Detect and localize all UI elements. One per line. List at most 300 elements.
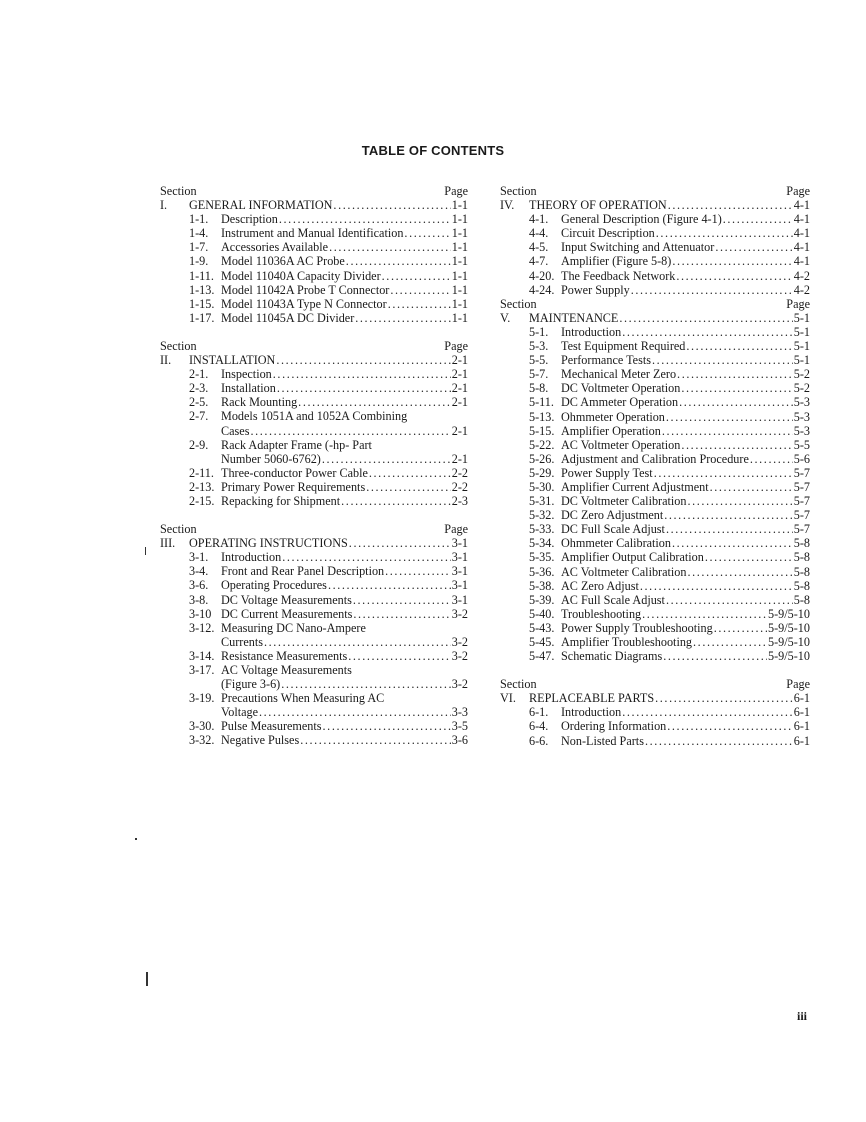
leader-dots — [281, 677, 451, 691]
entry-title: Introduction — [561, 705, 622, 720]
entry-page: 5-9/5-10 — [768, 635, 810, 649]
toc-entry — [500, 649, 810, 663]
leader-dots — [687, 494, 792, 508]
entry-number: 5-45. — [529, 635, 555, 649]
leader-dots — [677, 367, 793, 381]
entry-page: 3-3 — [451, 705, 468, 720]
section-number: V. — [500, 310, 511, 325]
entry-page: 2-3 — [451, 493, 468, 508]
entry-page: 5-8 — [793, 550, 810, 565]
entry-page: 4-1 — [793, 226, 810, 241]
toc-right-column — [500, 184, 810, 748]
entry-page: 1-1 — [451, 212, 468, 227]
toc-entry — [500, 226, 810, 240]
leader-dots — [300, 733, 451, 747]
entry-title: Installation — [221, 381, 276, 396]
entry-number: 2-5. — [189, 395, 209, 410]
entry-number: 5-1. — [529, 324, 549, 339]
toc-section — [500, 184, 810, 297]
entry-page: 3-1 — [451, 578, 468, 593]
entry-page: 2-1 — [451, 367, 468, 382]
leader-dots — [388, 297, 451, 311]
leader-dots — [622, 325, 793, 339]
entry-page: 2-1 — [451, 451, 468, 466]
entry-page: 2-2 — [451, 479, 468, 494]
entry-number: 4-24. — [529, 282, 555, 297]
leader-dots — [366, 480, 451, 494]
section-header — [160, 339, 468, 353]
section-header — [160, 184, 468, 198]
entry-number: 4-5. — [529, 240, 549, 255]
toc-entry — [160, 649, 468, 663]
entry-title: DC Current Measurements — [221, 606, 353, 621]
section-title — [160, 353, 468, 367]
leader-dots — [404, 226, 450, 240]
entry-number: 2-9. — [189, 437, 209, 452]
entry-page: 3-2 — [451, 677, 468, 692]
page-label: Page — [444, 338, 468, 353]
entry-page: 5-8 — [793, 536, 810, 551]
entry-page: 5-7 — [793, 522, 810, 537]
entry-page: 3-2 — [451, 634, 468, 649]
entry-page: 5-5 — [793, 437, 810, 452]
entry-number: 6-1. — [529, 705, 549, 720]
entry-title: Model 11042A Probe T Connector — [221, 282, 390, 297]
toc-entry — [160, 226, 468, 240]
entry-title: DC Voltmeter Operation — [561, 381, 681, 396]
toc-entry — [500, 705, 810, 719]
toc-entry — [500, 438, 810, 452]
entry-number: 5-36. — [529, 564, 555, 579]
section-title — [500, 311, 810, 325]
entry-page: 4-1 — [793, 212, 810, 227]
toc-entry — [160, 480, 468, 494]
entry-number: 5-39. — [529, 592, 555, 607]
section-number: II. — [160, 353, 172, 368]
toc-entry — [500, 367, 810, 381]
leader-dots — [715, 240, 792, 254]
toc-entry-continuation — [160, 452, 468, 466]
entry-number: 2-1. — [189, 367, 209, 382]
leader-dots — [346, 254, 451, 268]
entry-page: 3-5 — [451, 719, 468, 734]
leader-dots — [328, 578, 451, 592]
entry-number: 3-19. — [189, 691, 215, 706]
section-page: 4-1 — [793, 198, 810, 213]
leader-dots — [654, 466, 793, 480]
entry-number: 5-35. — [529, 550, 555, 565]
entry-title: Amplifier Operation — [561, 423, 661, 438]
entry-title: Schematic Diagrams — [561, 649, 663, 664]
entry-title: Input Switching and Attenuator — [561, 240, 715, 255]
toc-entry — [160, 283, 468, 297]
entry-number: 3-8. — [189, 592, 209, 607]
toc-entry — [160, 297, 468, 311]
leader-dots — [273, 367, 451, 381]
leader-dots — [705, 550, 793, 564]
section-page: 2-1 — [451, 353, 468, 368]
entry-page: 4-2 — [793, 282, 810, 297]
entry-number: 5-29. — [529, 465, 555, 480]
toc-entry — [160, 593, 468, 607]
entry-title: Rack Adapter Frame (-hp- Part — [221, 437, 372, 452]
page-label: Page — [786, 184, 810, 198]
leader-dots — [322, 452, 451, 466]
leader-dots — [723, 212, 793, 226]
section-number: VI. — [500, 691, 516, 706]
toc-entry — [500, 579, 810, 593]
leader-dots — [349, 536, 451, 550]
entry-page: 5-7 — [793, 465, 810, 480]
entry-number: 5-26. — [529, 451, 555, 466]
toc-entry — [160, 578, 468, 592]
entry-number: 3-6. — [189, 578, 209, 593]
entry-number: 5-31. — [529, 494, 555, 509]
entry-number: 2-13. — [189, 479, 215, 494]
section-name: MAINTENANCE — [529, 310, 619, 325]
entry-title-cont: Voltage — [221, 705, 259, 720]
entry-title: Accessories Available — [221, 240, 329, 255]
entry-number: 5-13. — [529, 409, 555, 424]
section-title — [500, 198, 810, 212]
toc-section — [160, 522, 468, 748]
entry-title-cont: Number 5060-6762) — [221, 451, 321, 466]
entry-number: 5-22. — [529, 437, 555, 452]
entry-page: 5-3 — [793, 409, 810, 424]
toc-entry — [160, 663, 468, 677]
toc-entry — [160, 240, 468, 254]
entry-page: 6-1 — [793, 705, 810, 720]
toc-entry-continuation — [160, 635, 468, 649]
entry-page: 5-9/5-10 — [768, 606, 810, 621]
entry-title: Amplifier (Figure 5-8) — [561, 254, 672, 269]
toc-section — [160, 184, 468, 325]
entry-title: Ordering Information — [561, 719, 667, 734]
entry-title: Non-Listed Parts — [561, 733, 644, 748]
entry-page: 5-7 — [793, 494, 810, 509]
toc-entry — [160, 311, 468, 325]
section-page: 6-1 — [793, 691, 810, 706]
entry-title: Front and Rear Panel Description — [221, 564, 385, 579]
leader-dots — [385, 564, 451, 578]
leader-dots — [687, 565, 792, 579]
entry-number: 5-15. — [529, 423, 555, 438]
section-header — [160, 522, 468, 536]
toc-entry — [500, 424, 810, 438]
toc-entry — [500, 410, 810, 424]
leader-dots — [679, 395, 793, 409]
entry-title: Primary Power Requirements — [221, 479, 366, 494]
entry-number: 3-4. — [189, 564, 209, 579]
section-page: 1-1 — [451, 198, 468, 213]
entry-title: General Description (Figure 4-1) — [561, 212, 722, 227]
leader-dots — [686, 339, 792, 353]
entry-page: 3-6 — [451, 733, 468, 748]
page-label: Page — [786, 296, 810, 311]
toc-section — [500, 297, 810, 663]
entry-title: AC Voltmeter Operation — [561, 437, 681, 452]
entry-title: Amplifier Troubleshooting — [561, 635, 693, 649]
entry-title-cont: Cases — [221, 423, 250, 438]
entry-number: 3-14. — [189, 648, 215, 663]
entry-title: Precautions When Measuring AC — [221, 691, 385, 706]
leader-dots — [681, 381, 792, 395]
entry-page: 3-1 — [451, 592, 468, 607]
entry-title: Power Supply Troubleshooting — [561, 620, 713, 635]
leader-dots — [640, 579, 793, 593]
leader-dots — [259, 705, 451, 719]
leader-dots — [668, 198, 793, 212]
leader-dots — [662, 424, 793, 438]
leader-dots — [681, 438, 792, 452]
toc-entry-continuation — [160, 705, 468, 719]
leader-dots — [667, 719, 792, 733]
entry-page: 2-1 — [451, 423, 468, 438]
entry-page: 1-1 — [451, 240, 468, 255]
entry-number: 4-1. — [529, 212, 549, 227]
entry-title: Power Supply — [561, 282, 630, 297]
section-number: III. — [160, 536, 176, 551]
entry-number: 5-40. — [529, 606, 555, 621]
leader-dots — [714, 621, 767, 635]
entry-number: 3-10 — [189, 606, 212, 621]
toc-entry — [500, 283, 810, 297]
entry-title: AC Zero Adjust — [561, 578, 639, 593]
toc-section — [160, 339, 468, 508]
entry-page: 5-3 — [793, 423, 810, 438]
entry-page: 1-1 — [451, 226, 468, 241]
entry-number: 2-15. — [189, 493, 215, 508]
toc-entry — [160, 212, 468, 226]
entry-page: 5-9/5-10 — [768, 620, 810, 635]
toc-entry — [500, 508, 810, 522]
toc-entry — [160, 719, 468, 733]
entry-title: Operating Procedures — [221, 578, 327, 593]
leader-dots — [279, 212, 451, 226]
leader-dots — [631, 283, 793, 297]
entry-page: 5-8 — [793, 578, 810, 593]
entry-title-cont: Currents — [221, 634, 263, 649]
leader-dots — [353, 593, 451, 607]
entry-number: 6-4. — [529, 719, 549, 734]
entry-page: 5-7 — [793, 508, 810, 523]
entry-number: 5-34. — [529, 536, 555, 551]
entry-number: 1-4. — [189, 226, 209, 241]
page-label: Page — [786, 677, 810, 692]
leader-dots — [676, 269, 792, 283]
section-label: Section — [160, 338, 197, 353]
entry-title: Circuit Description — [561, 226, 655, 241]
section-title — [160, 536, 468, 550]
toc-entry — [500, 734, 810, 748]
entry-page: 2-2 — [451, 465, 468, 480]
entry-number: 2-7. — [189, 409, 209, 424]
section-name: OPERATING INSTRUCTIONS — [189, 536, 348, 551]
leader-dots — [622, 705, 793, 719]
leader-dots — [264, 635, 451, 649]
toc-entry — [500, 395, 810, 409]
entry-title: Resistance Measurements — [221, 648, 348, 663]
entry-number: 5-33. — [529, 522, 555, 537]
toc-entry — [500, 353, 810, 367]
leader-dots — [348, 649, 451, 663]
section-header — [500, 184, 810, 198]
entry-title: Model 11040A Capacity Divider — [221, 268, 381, 283]
toc-entry — [500, 212, 810, 226]
entry-number: 4-4. — [529, 226, 549, 241]
entry-title: Instrument and Manual Identification — [221, 226, 404, 241]
leader-dots — [298, 395, 451, 409]
entry-page: 5-6 — [793, 451, 810, 466]
entry-page: 5-8 — [793, 592, 810, 607]
toc-entry — [160, 621, 468, 635]
toc-entry — [500, 550, 810, 564]
entry-title: DC Ammeter Operation — [561, 395, 679, 410]
toc-entry — [160, 564, 468, 578]
leader-dots — [642, 607, 767, 621]
toc-entry — [500, 325, 810, 339]
entry-page: 6-1 — [793, 719, 810, 734]
leader-dots — [329, 240, 451, 254]
entry-title: The Feedback Network — [561, 268, 676, 283]
entry-page: 4-2 — [793, 268, 810, 283]
section-name: GENERAL INFORMATION — [189, 198, 333, 213]
entry-page: 1-1 — [451, 310, 468, 325]
toc-section — [500, 677, 810, 747]
page-number: iii — [797, 1009, 808, 1023]
entry-number: 3-1. — [189, 550, 209, 565]
leader-dots — [655, 691, 793, 705]
entry-number: 5-47. — [529, 649, 555, 664]
toc-entry-continuation — [160, 424, 468, 438]
entry-page: 5-8 — [793, 564, 810, 579]
entry-title: DC Zero Adjustment — [561, 508, 664, 523]
entry-page: 4-1 — [793, 240, 810, 255]
entry-page: 3-2 — [451, 648, 468, 663]
entry-page: 5-1 — [793, 324, 810, 339]
entry-number: 4-20. — [529, 268, 555, 283]
toc-entry — [160, 550, 468, 564]
entry-number: 5-5. — [529, 353, 549, 368]
entry-page: 1-1 — [451, 282, 468, 297]
toc-entry-continuation — [160, 677, 468, 691]
leader-dots — [355, 311, 450, 325]
entry-number: 5-8. — [529, 381, 549, 396]
leader-dots — [645, 734, 793, 748]
leader-dots — [323, 719, 451, 733]
toc-entry — [500, 565, 810, 579]
leader-dots — [276, 353, 450, 367]
entry-number: 3-17. — [189, 663, 215, 677]
leader-dots — [250, 424, 450, 438]
entry-page: 5-7 — [793, 479, 810, 494]
leader-dots — [666, 593, 793, 607]
leader-dots — [666, 410, 793, 424]
entry-number: 3-30. — [189, 719, 215, 734]
section-label: Section — [500, 184, 537, 198]
entry-page: 5-1 — [793, 353, 810, 368]
toc-entry — [500, 381, 810, 395]
entry-number: 5-11. — [529, 395, 554, 410]
entry-title: Ohmmeter Calibration — [561, 536, 671, 551]
leader-dots — [282, 550, 451, 564]
entry-page: 4-1 — [793, 254, 810, 269]
entry-title: Negative Pulses — [221, 733, 300, 748]
toc-entry — [160, 607, 468, 621]
entry-number: 3-12. — [189, 620, 215, 635]
toc-entry — [500, 339, 810, 353]
entry-page: 3-1 — [451, 550, 468, 565]
entry-number: 6-6. — [529, 733, 549, 748]
section-label: Section — [500, 296, 537, 311]
section-label: Section — [500, 677, 537, 692]
entry-number: 1-13. — [189, 282, 215, 297]
toc-entry — [500, 621, 810, 635]
toc-entry — [160, 381, 468, 395]
section-header — [500, 297, 810, 311]
entry-title: Measuring DC Nano-Ampere — [221, 620, 366, 635]
section-number: IV. — [500, 198, 515, 213]
entry-number: 1-17. — [189, 310, 215, 325]
entry-title: DC Voltage Measurements — [221, 592, 352, 607]
entry-title: Ohmmeter Operation — [561, 409, 665, 424]
entry-number: 1-7. — [189, 240, 209, 255]
page-label: Page — [444, 184, 468, 198]
entry-title: Power Supply Test — [561, 465, 653, 480]
entry-page: 5-3 — [793, 395, 810, 410]
toc-entry — [160, 438, 468, 452]
entry-title: Rack Mounting — [221, 395, 298, 410]
entry-page: 1-1 — [451, 254, 468, 269]
toc-entry — [500, 466, 810, 480]
entry-page: 1-1 — [451, 268, 468, 283]
entry-title: AC Voltage Measurements — [221, 663, 352, 677]
entry-number: 2-3. — [189, 381, 209, 396]
entry-number: 5-7. — [529, 367, 549, 382]
entry-title: Model 11045A DC Divider — [221, 310, 355, 325]
toc-entry — [160, 367, 468, 381]
entry-page: 5-9/5-10 — [768, 649, 810, 664]
entry-page: 6-1 — [793, 733, 810, 748]
section-header — [500, 677, 810, 691]
entry-number: 5-43. — [529, 620, 555, 635]
section-title — [160, 198, 468, 212]
leader-dots — [333, 198, 450, 212]
entry-title: Amplifier Output Calibration — [561, 550, 704, 565]
entry-page: 5-1 — [793, 339, 810, 354]
page-title: TABLE OF CONTENTS — [361, 143, 505, 158]
section-name: REPLACEABLE PARTS — [529, 691, 655, 706]
scan-mark — [135, 838, 137, 840]
entry-number: 1-11. — [189, 268, 214, 283]
entry-page: 2-1 — [451, 381, 468, 396]
leader-dots — [666, 522, 793, 536]
section-label: Section — [160, 522, 197, 537]
toc-entry — [500, 494, 810, 508]
leader-dots — [750, 452, 793, 466]
entry-number: 5-30. — [529, 479, 555, 494]
entry-page: 3-1 — [451, 564, 468, 579]
entry-page: 3-2 — [451, 606, 468, 621]
toc-entry — [500, 719, 810, 733]
scan-mark — [145, 547, 146, 555]
toc-entry — [500, 607, 810, 621]
section-page: 5-1 — [793, 310, 810, 325]
toc-entry — [160, 395, 468, 409]
leader-dots — [382, 269, 451, 283]
entry-number: 1-1. — [189, 212, 209, 227]
leader-dots — [341, 494, 451, 508]
